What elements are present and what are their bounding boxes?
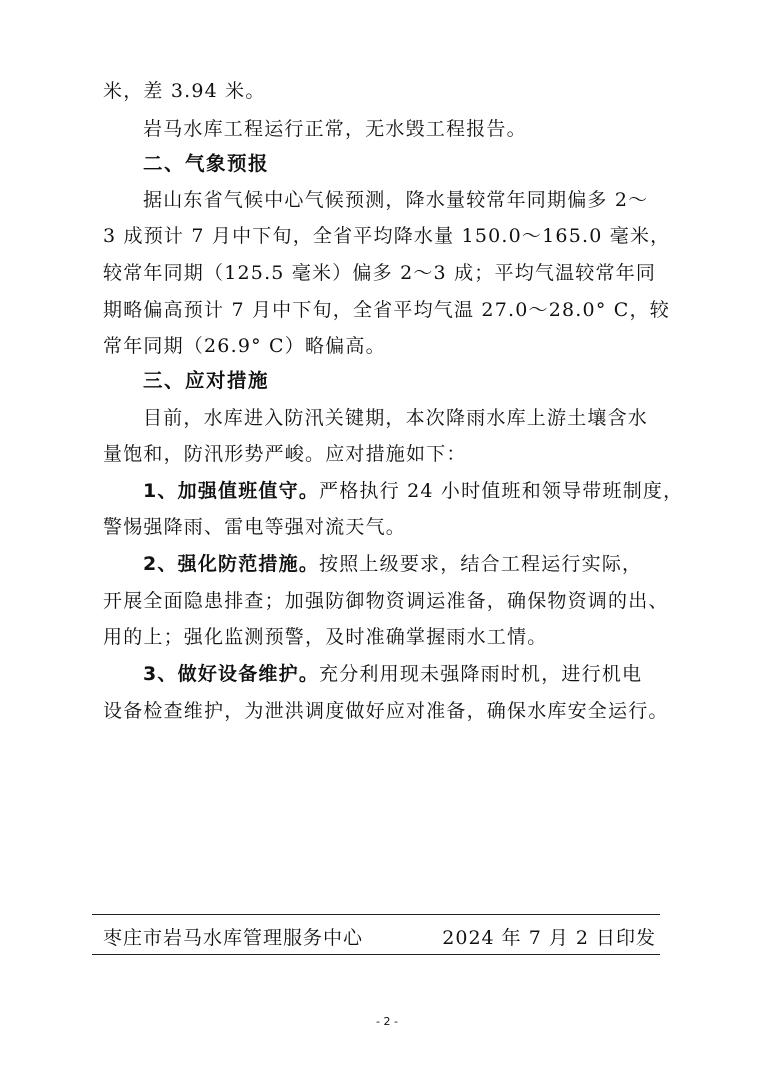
paragraph-line: 常年同期（26.9° C）略偏高。 [103,335,386,357]
footer-date: 2024 年 7 月 2 日印发 [442,927,656,949]
section-heading-weather: 二、气象预报 [143,152,270,175]
paragraph-line: 据山东省气候中心气候预测，降水量较常年同期偏多 2～ [143,189,649,211]
measure-1-title: 1、加强值班值守。 [143,480,320,502]
paragraph-line: 目前，水库进入防汛关键期，本次降雨水库上游土壤含水 [143,407,649,429]
paragraph-line: 警惕强降雨、雷电等强对流天气。 [103,516,407,538]
measure-3-text: 充分利用现未强降雨时机，进行机电 [319,663,643,685]
measure-2-line [143,551,713,577]
section-heading-measures: 三、应对措施 [143,369,270,392]
paragraph-line: 期略偏高预计 7 月中下旬，全省平均气温 27.0～28.0° C，较 [103,299,670,321]
footer-bottom-rule [92,954,660,955]
footer-top-rule [92,914,660,915]
paragraph-line: 3 成预计 7 月中下旬，全省平均降水量 150.0～165.0 毫米， [103,225,671,247]
measure-2-title: 2、强化防范措施。 [143,553,320,575]
measure-2-text: 按照上级要求，结合工程运行实际， [319,553,643,575]
paragraph-line: 开展全面隐患排查；加强防御物资调运准备，确保物资调的出、 [103,590,669,612]
footer-issuer: 枣庄市岩马水库管理服务中心 [103,927,364,949]
paragraph-line: 较常年同期（125.5 毫米）偏多 2～3 成；平均气温较常年同 [103,262,657,284]
page-number: - 2 - [376,1015,398,1028]
paragraph-line: 岩马水库工程运行正常，无水毁工程报告。 [143,118,527,140]
measure-3-title: 3、做好设备维护。 [143,663,320,685]
paragraph-line: 米，差 3.94 米。 [103,80,266,102]
paragraph-line: 用的上；强化监测预警，及时准确掌握雨水工情。 [103,626,548,648]
measure-1-text: 严格执行 24 小时值班和领导带班制度， [319,480,684,502]
paragraph-line: 设备检查维护，为泄洪调度做好应对准备，确保水库安全运行。 [103,700,669,722]
measure-3-line [143,661,713,687]
paragraph-line: 量饱和，防汛形势严峻。应对措施如下： [103,443,467,465]
measure-1-line [143,478,713,504]
